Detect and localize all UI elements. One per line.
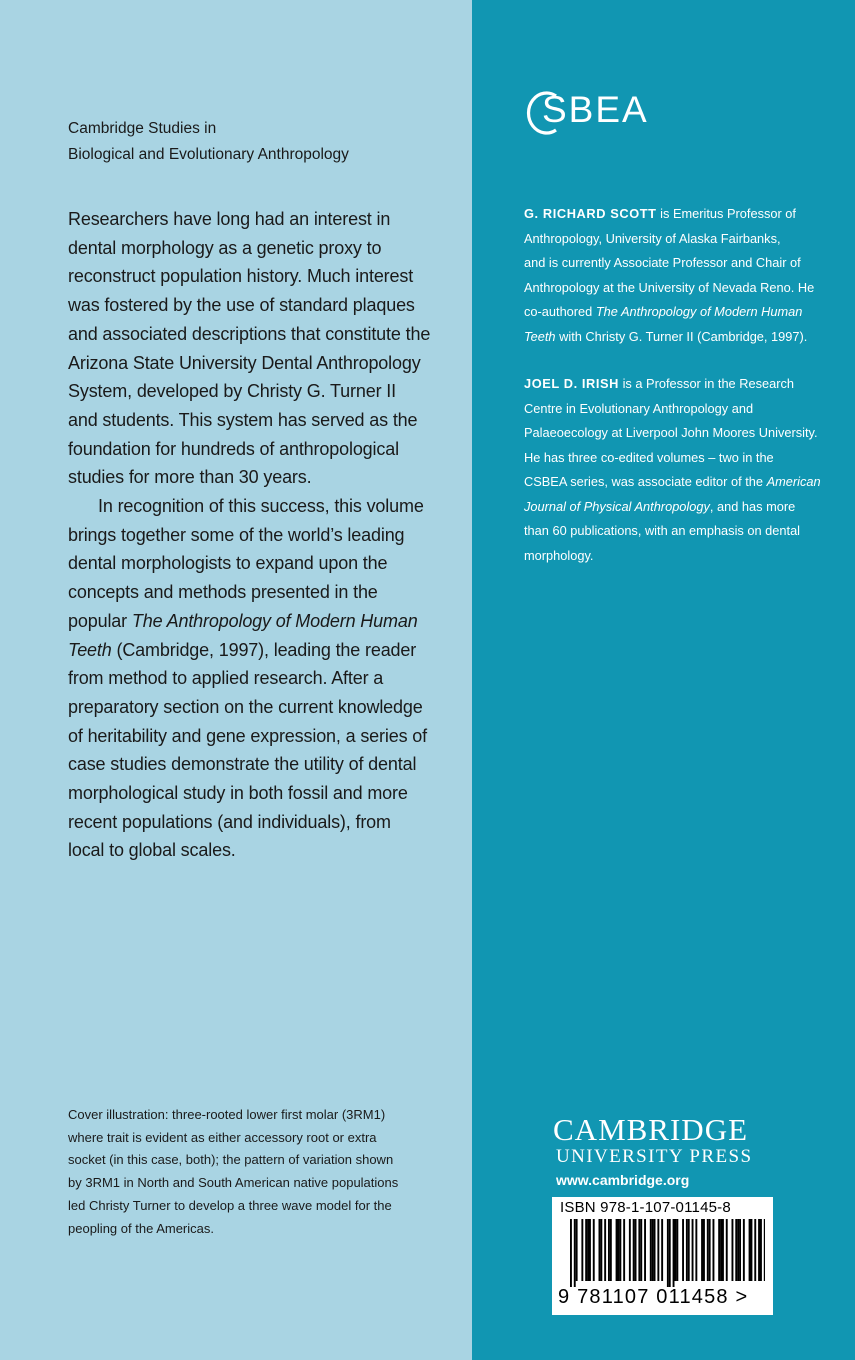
text-run: CSBEA series, was associate editor of the: [524, 474, 767, 489]
publisher-subtitle: UNIVERSITY PRESS: [556, 1146, 753, 1167]
barcode-bar: [574, 1219, 576, 1287]
barcode-bar: [743, 1219, 745, 1281]
barcode-bar: [695, 1219, 697, 1281]
barcode-bar: [764, 1219, 765, 1281]
barcode-bar: [654, 1219, 656, 1281]
text-line: foundation for hundreds of anthropological: [68, 438, 399, 459]
barcode-bar: [713, 1219, 715, 1281]
barcode-bar: [618, 1219, 620, 1281]
barcode-bar: [707, 1219, 709, 1281]
barcode-bar: [709, 1219, 711, 1281]
book-title-ref: The Anthropology of Modern Human: [131, 610, 418, 631]
barcode-bar: [604, 1219, 606, 1281]
barcode-bar: [587, 1219, 589, 1281]
bio-line: morphology.: [524, 547, 594, 563]
barcode-bar: [616, 1219, 618, 1281]
bio-line: Palaeoecology at Liverpool John Moores University.: [524, 425, 818, 440]
caption-line: by 3RM1 in North and South American native populations: [68, 1175, 399, 1191]
bio-line: [524, 495, 824, 520]
barcode-bar: [692, 1219, 694, 1281]
publisher-url: www.cambridge.org: [556, 1172, 690, 1188]
barcode-bar: [623, 1219, 625, 1281]
book-title-ref: The Anthropology of Modern Human: [595, 304, 803, 319]
editor-bios: [524, 202, 824, 568]
text-line: and students. This system has served as the: [68, 409, 418, 430]
text-line: was fostered by the use of standard plaques: [68, 295, 415, 316]
text-line: morphological study in both fossil and more: [68, 783, 408, 804]
text-line: In recognition of this success, this volume: [98, 496, 424, 517]
barcode-bar: [718, 1219, 720, 1281]
barcode-bar: [640, 1219, 642, 1281]
barcode-bar: [735, 1219, 737, 1281]
text-run: is Emeritus Professor of: [656, 206, 796, 221]
barcode-bar: [737, 1219, 739, 1281]
barcode-bar: [739, 1219, 741, 1281]
barcode-bar: [608, 1219, 610, 1281]
text-run: is a Professor in the Research: [619, 376, 795, 391]
barcode-bar: [657, 1219, 659, 1281]
text-line: dental morphology as a genetic proxy to: [68, 237, 382, 258]
barcode-bar: [669, 1219, 671, 1287]
barcode-bar: [652, 1219, 654, 1281]
text-run: (Cambridge, 1997), leading the reader: [111, 639, 417, 660]
barcode-bar: [749, 1219, 751, 1281]
text-run: with Christy G. Turner II (Cambridge, 1997).: [555, 328, 808, 344]
barcode-bar: [720, 1219, 722, 1281]
bio-line: [524, 325, 824, 350]
bio-line: and is currently Associate Professor and Chair of: [524, 255, 801, 270]
barcode-bar: [635, 1219, 637, 1281]
text-line: of heritability and gene expression, a series of: [68, 725, 428, 746]
text-line: recent populations (and individuals), from: [68, 811, 391, 832]
barcode-bar: [650, 1219, 652, 1281]
barcode-bar: [675, 1219, 677, 1281]
bio-line: [524, 470, 824, 495]
barcode-bar: [661, 1219, 663, 1281]
cover-illustration-caption: [68, 1104, 408, 1240]
barcode-bar: [682, 1219, 684, 1281]
barcode-icon: [560, 1219, 765, 1287]
csbea-logo-text: SBEA: [542, 89, 649, 130]
bio-line: [524, 372, 824, 397]
barcode-bar: [619, 1219, 621, 1281]
book-description: [68, 205, 446, 865]
text-line: Arizona State University Dental Anthropology: [68, 352, 421, 373]
text-line: studies for more than 30 years.: [68, 467, 312, 488]
caption-line: peopling of the Americas.: [68, 1220, 214, 1236]
bio-line: He has three co-edited volumes – two in the: [524, 449, 774, 465]
description-paragraph: [68, 205, 446, 492]
bio-line: [524, 300, 824, 325]
barcode-bar: [629, 1219, 631, 1281]
barcode-bar: [676, 1219, 678, 1281]
barcode-bar: [593, 1219, 595, 1281]
text-line: preparatory section on the current knowledge: [68, 696, 423, 717]
text-line: System, developed by Christy G. Turner II: [68, 381, 396, 402]
barcode-bar: [576, 1219, 578, 1281]
barcode-bar: [732, 1219, 734, 1281]
text-line: and associated descriptions that constitute the: [68, 323, 431, 344]
barcode-bar: [644, 1219, 646, 1281]
barcode-bar: [758, 1219, 760, 1281]
text-line: local to global scales.: [68, 840, 236, 861]
bio-line: [524, 202, 824, 227]
book-title-ref: Teeth: [68, 639, 112, 660]
barcode-bar: [633, 1219, 635, 1281]
text-line: from method to applied research. After a: [68, 668, 384, 689]
barcode-bar: [760, 1219, 762, 1281]
description-paragraph: [68, 492, 446, 865]
publisher-name: CAMBRIDGE: [553, 1112, 749, 1147]
caption-line: Cover illustration: three-rooted lower first molar (3RM1): [68, 1107, 386, 1122]
text-line: brings together some of the world’s leading: [68, 524, 405, 545]
barcode-bar: [600, 1219, 602, 1281]
text-line: case studies demonstrate the utility of dental: [68, 754, 417, 775]
barcode-digits: 9 781107 011458 >: [558, 1286, 749, 1308]
bio-line: Anthropology at the University of Nevada Reno. He: [524, 279, 815, 295]
barcode-bar: [751, 1219, 753, 1281]
bio-line: Anthropology, University of Alaska Fairbanks,: [524, 230, 781, 246]
book-title-ref: Teeth: [524, 328, 556, 344]
barcode-bar: [585, 1219, 587, 1281]
journal-title-ref: American: [766, 474, 821, 489]
text-line: [68, 607, 446, 636]
barcode-bar: [726, 1219, 728, 1281]
caption-line: where trait is evident as either accessory root or extra: [68, 1129, 377, 1145]
barcode-bar: [638, 1219, 640, 1281]
series-title: [68, 116, 448, 168]
barcode-bar: [754, 1219, 756, 1281]
journal-title-ref: Journal of Physical Anthropology: [524, 498, 710, 514]
text-line: concepts and methods presented in the: [68, 582, 378, 603]
isbn-barcode-box: [552, 1197, 773, 1315]
barcode-bar: [701, 1219, 703, 1281]
text-run: co-authored: [524, 304, 596, 319]
barcode-bar: [581, 1219, 583, 1281]
caption-line: socket (in this case, both); the pattern of variation shown: [68, 1152, 394, 1168]
barcode-bar: [703, 1219, 705, 1281]
barcode-bar: [673, 1219, 675, 1287]
barcode-bar: [722, 1219, 724, 1281]
text-run: popular: [68, 610, 132, 631]
bio-line: Centre in Evolutionary Anthropology and: [524, 400, 754, 416]
barcode-bar: [610, 1219, 612, 1281]
text-line: [68, 636, 446, 665]
barcode-bar: [570, 1219, 572, 1287]
isbn-number: ISBN 978-1-107-01145-8: [560, 1199, 731, 1216]
text-line: reconstruct population history. Much interest: [68, 266, 414, 287]
barcode-bar: [686, 1219, 688, 1281]
barcode-bar: [589, 1219, 591, 1281]
barcode-bar: [667, 1219, 669, 1287]
bio-line: than 60 publications, with an emphasis on dental: [524, 523, 801, 538]
caption-line: led Christy Turner to develop a three wave model for the: [68, 1197, 392, 1213]
text-line: Researchers have long had an interest in: [68, 209, 391, 229]
text-line: dental morphologists to expand upon the: [68, 553, 388, 574]
editor-name: JOEL D. IRISH: [524, 376, 620, 391]
text-run: , and has more: [709, 498, 796, 514]
barcode-bar: [688, 1219, 690, 1281]
barcode-bar: [599, 1219, 601, 1281]
series-title-line: Cambridge Studies in: [68, 120, 217, 137]
series-title-line: Biological and Evolutionary Anthropology: [68, 146, 349, 163]
editor-name: G. RICHARD SCOTT: [524, 206, 657, 221]
